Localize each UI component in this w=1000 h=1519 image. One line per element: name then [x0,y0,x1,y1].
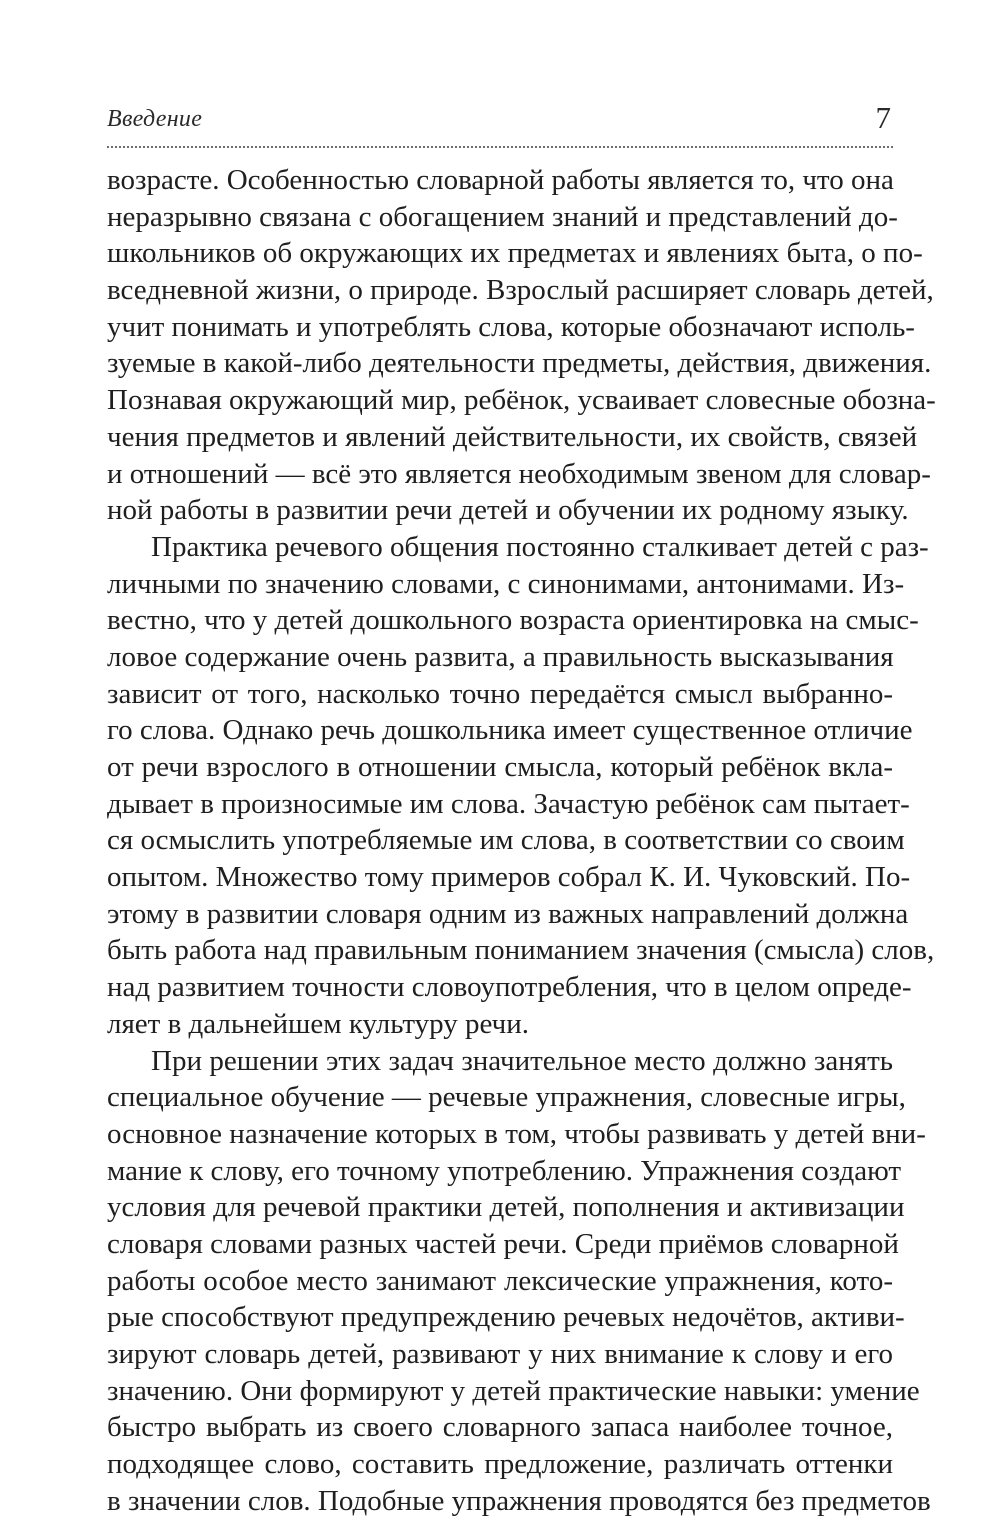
text-line: вестно, что у детей дошкольного возраста ориентировка на смыс- [107,602,893,639]
text-line: Познавая окружающий мир, ребёнок, усваивает словесные обозна- [107,382,893,419]
text-line: зависит от того, насколько точно передаётся смысл выбранно- [107,676,893,713]
text-line: Практика речевого общения постоянно сталкивает детей с раз- [107,529,893,566]
text-line: го слова. Однако речь дошкольника имеет существенное отличие [107,712,893,749]
text-line: значению. Они формируют у детей практические навыки: умение [107,1373,893,1410]
text-line: чения предметов и явлений действительности, их свойств, связей [107,419,893,456]
text-line: основное назначение которых в том, чтобы развивать у детей вни- [107,1116,893,1153]
text-line: ловое содержание очень развита, а правильность высказывания [107,639,893,676]
page-number: 7 [876,100,892,136]
text-line: над развитием точности словоупотребления, что в целом опреде- [107,969,893,1006]
text-line: мание к слову, его точному употреблению. Упражнения создают [107,1153,893,1190]
text-line: опытом. Множество тому примеров собрал К. И. Чуковский. По- [107,859,893,896]
text-line: условия для речевой практики детей, пополнения и активизации [107,1189,893,1226]
body-text [107,162,893,1519]
section-title: Введение [107,106,202,133]
paragraph-1 [107,162,893,529]
text-line: При решении этих задач значительное место должно занять [107,1043,893,1080]
text-line: ляет в дальнейшем культуру речи. [107,1006,893,1043]
paragraph-2 [107,529,893,1043]
text-line: рые способствуют предупреждению речевых недочётов, активи- [107,1299,893,1336]
text-line: ся осмыслить употребляемые им слова, в соответствии со своим [107,822,893,859]
text-line: специальное обучение — речевые упражнения, словесные игры, [107,1079,893,1116]
text-line: от речи взрослого в отношении смысла, который ребёнок вкла- [107,749,893,786]
text-line: учит понимать и употреблять слова, которые обозначают исполь- [107,309,893,346]
text-line: неразрывно связана с обогащением знаний и представлений до- [107,199,893,236]
text-line: в значении слов. Подобные упражнения проводятся без предметов [107,1483,893,1519]
text-line: словаря словами разных частей речи. Среди приёмов словарной [107,1226,893,1263]
text-line: вседневной жизни, о природе. Взрослый расширяет словарь детей, [107,272,893,309]
text-line: быть работа над правильным пониманием значения (смысла) слов, [107,932,893,969]
text-line: этому в развитии словаря одним из важных направлений должна [107,896,893,933]
text-line: личными по значению словами, с синонимами, антонимами. Из- [107,566,893,603]
text-line: зируют словарь детей, развивают у них внимание к слову и его [107,1336,893,1373]
text-line: работы особое место занимают лексические упражнения, кото- [107,1263,893,1300]
text-line: дывает в произносимые им слова. Зачастую ребёнок сам пытает- [107,786,893,823]
text-line: подходящее слово, составить предложение, различать оттенки [107,1446,893,1483]
running-header [107,100,893,148]
paragraph-3 [107,1043,893,1519]
text-line: ной работы в развитии речи детей и обучении их родному языку. [107,492,893,529]
text-line: быстро выбрать из своего словарного запаса наиболее точное, [107,1409,893,1446]
text-line: возрасте. Особенностью словарной работы является то, что она [107,162,893,199]
text-line: и отношений — всё это является необходимым звеном для словар- [107,456,893,493]
text-line: школьников об окружающих их предметах и явлениях быта, о по- [107,235,893,272]
text-line: зуемые в какой-либо деятельности предметы, действия, движения. [107,345,893,382]
